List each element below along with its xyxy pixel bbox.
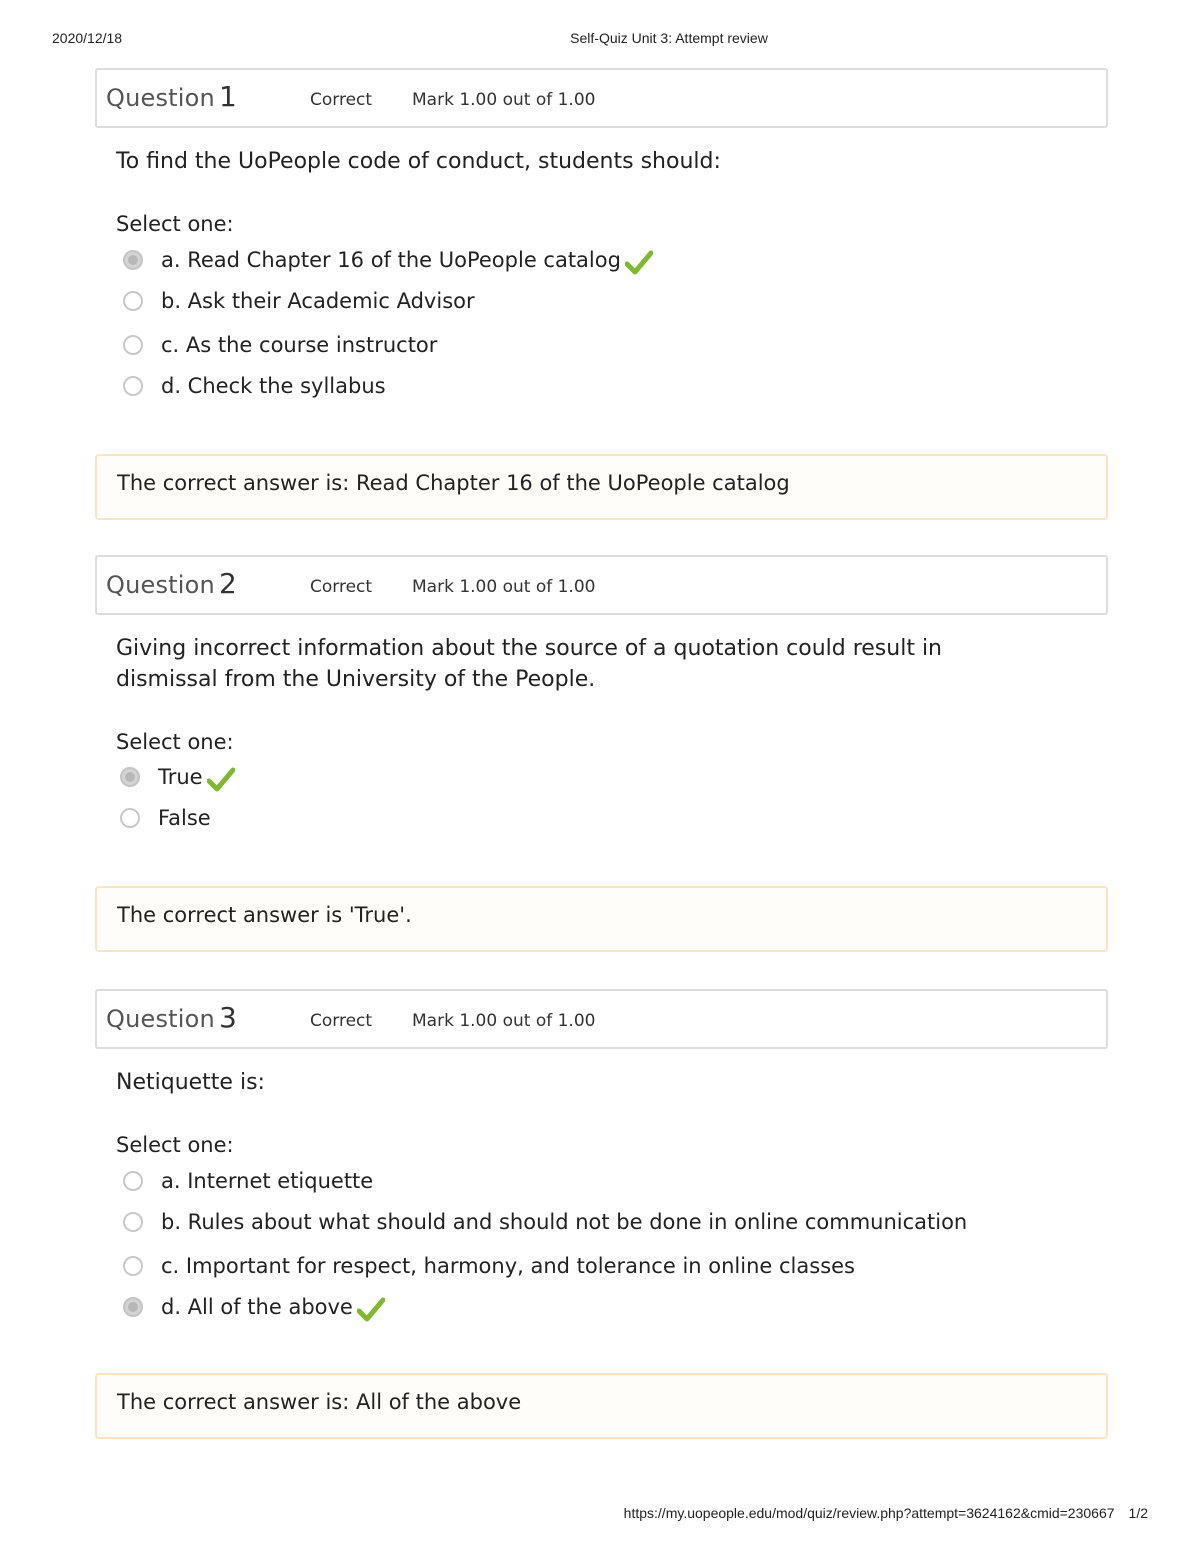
answer-option-c[interactable] xyxy=(123,330,437,360)
right-answer-text: The correct answer is: All of the above xyxy=(117,1390,522,1414)
right-answer-text: The correct answer is: Read Chapter 16 of the UoPeople catalog xyxy=(117,471,790,495)
question-grade: Mark 1.00 out of 1.00 xyxy=(412,1011,596,1031)
answer-label: d. All of the above xyxy=(161,1295,353,1319)
question-state: Correct xyxy=(310,577,373,597)
question-3 xyxy=(95,989,1108,1414)
question-text: Giving incorrect information about the source of a quotation could result in dismissal from the University of the People. xyxy=(116,636,942,692)
correct-check-icon xyxy=(625,250,653,276)
answer-option-a[interactable] xyxy=(123,245,653,275)
radio-button[interactable] xyxy=(123,1171,143,1191)
radio-button-selected[interactable] xyxy=(123,1297,143,1317)
right-answer-feedback xyxy=(95,1373,1108,1439)
question-1 xyxy=(95,68,1108,495)
print-header xyxy=(0,30,1200,48)
answer-option-true[interactable] xyxy=(120,762,235,792)
answer-label: True xyxy=(158,765,203,789)
answer-option-b[interactable] xyxy=(123,286,475,316)
answer-label: a. Internet etiquette xyxy=(161,1169,374,1193)
radio-button[interactable] xyxy=(120,808,140,828)
radio-button[interactable] xyxy=(123,335,143,355)
radio-button[interactable] xyxy=(123,376,143,396)
select-one-prompt: Select one: xyxy=(116,1133,234,1157)
correct-check-icon xyxy=(357,1297,385,1323)
radio-button-selected[interactable] xyxy=(123,250,143,270)
select-one-prompt: Select one: xyxy=(116,730,234,754)
radio-button[interactable] xyxy=(123,1256,143,1276)
radio-button[interactable] xyxy=(123,291,143,311)
question-info xyxy=(95,555,1108,615)
right-answer-text: The correct answer is 'True'. xyxy=(117,903,412,927)
answer-option-false[interactable] xyxy=(120,803,211,833)
answer-option-c[interactable] xyxy=(123,1251,855,1281)
question-2 xyxy=(95,555,1108,927)
question-info xyxy=(95,68,1108,128)
question-info xyxy=(95,989,1108,1049)
print-date: 2020/12/18 xyxy=(52,30,123,46)
answer-label: b. Ask their Academic Advisor xyxy=(161,289,475,313)
answer-label: b. Rules about what should and should not be done in online communication xyxy=(161,1210,968,1234)
question-text: Netiquette is: xyxy=(116,1070,265,1095)
question-state: Correct xyxy=(310,90,373,110)
question-number: Question 3 xyxy=(106,1001,237,1034)
radio-button-selected[interactable] xyxy=(120,767,140,787)
question-state: Correct xyxy=(310,1011,373,1031)
answer-label: a. Read Chapter 16 of the UoPeople catalog xyxy=(161,248,621,272)
right-answer-feedback xyxy=(95,454,1108,520)
page-number: 1/2 xyxy=(1128,1505,1148,1521)
question-number: Question 2 xyxy=(106,567,237,600)
question-grade: Mark 1.00 out of 1.00 xyxy=(412,577,596,597)
select-one-prompt: Select one: xyxy=(116,212,234,236)
answer-option-d[interactable] xyxy=(123,371,386,401)
right-answer-feedback xyxy=(95,886,1108,952)
answer-option-a[interactable] xyxy=(123,1166,373,1196)
print-title: Self-Quiz Unit 3: Attempt review xyxy=(570,30,768,46)
answer-label: False xyxy=(158,806,211,830)
question-text: To find the UoPeople code of conduct, students should: xyxy=(116,149,721,174)
answer-option-d[interactable] xyxy=(123,1292,385,1322)
radio-button[interactable] xyxy=(123,1212,143,1232)
correct-check-icon xyxy=(207,767,235,793)
answer-label: c. As the course instructor xyxy=(161,333,438,357)
answer-option-b[interactable] xyxy=(123,1207,967,1237)
question-grade: Mark 1.00 out of 1.00 xyxy=(412,90,596,110)
page-url[interactable]: https://my.uopeople.edu/mod/quiz/review.php?attempt=3624162&cmid=230667 xyxy=(623,1505,1115,1521)
question-number: Question 1 xyxy=(106,80,237,113)
answer-label: c. Important for respect, harmony, and tolerance in online classes xyxy=(161,1254,855,1278)
answer-label: d. Check the syllabus xyxy=(161,374,386,398)
print-footer xyxy=(624,1505,1148,1521)
